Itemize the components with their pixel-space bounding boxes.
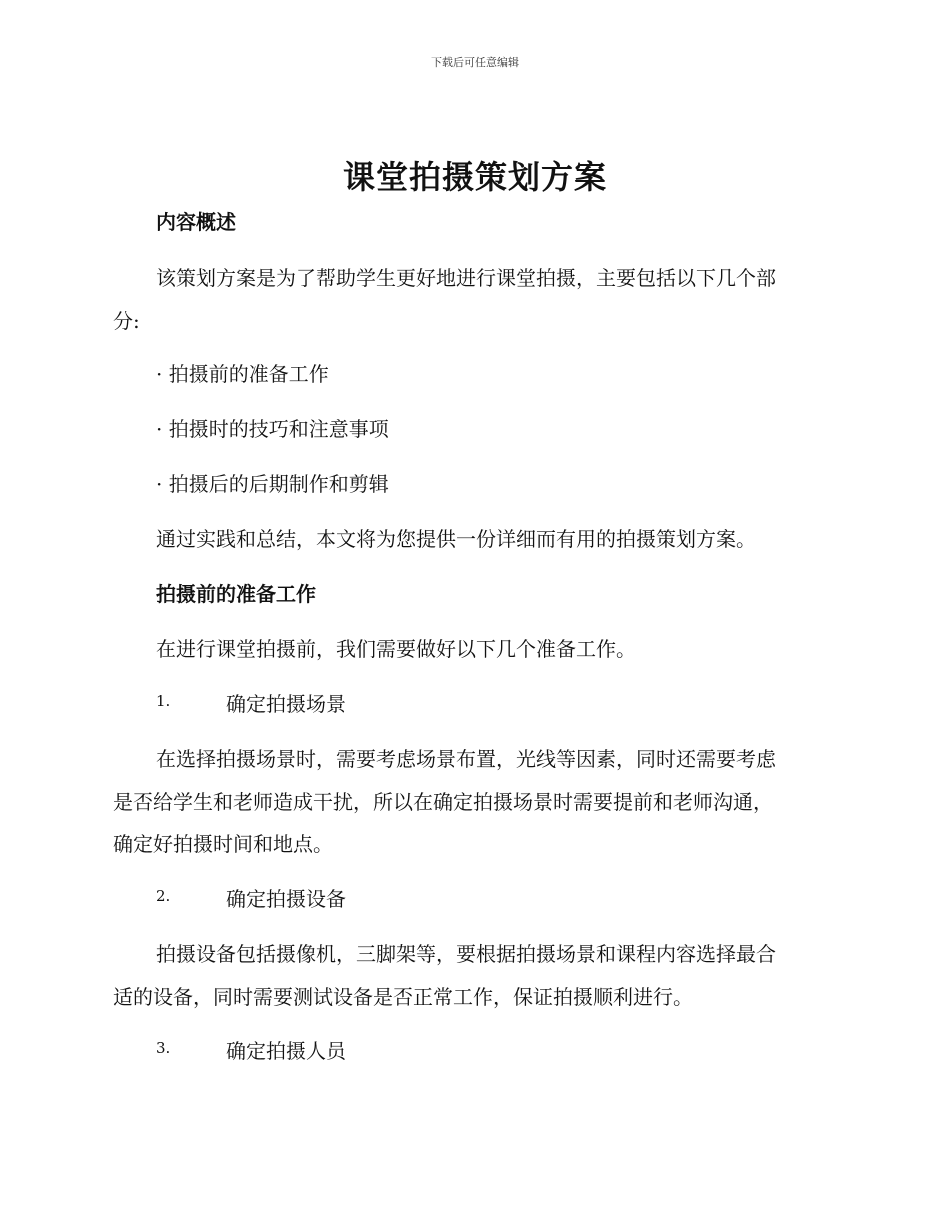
bullet-item: · 拍摄前的准备工作 [156,362,329,386]
paragraph-line: 在进行课堂拍摄前，我们需要做好以下几个准备工作。 [156,637,636,661]
paragraph-line: 该策划方案是为了帮助学生更好地进行课堂拍摄，主要包括以下几个部 [156,266,776,290]
paragraph-line: 拍摄设备包括摄像机，三脚架等，要根据拍摄场景和课程内容选择最合 [156,942,776,966]
list-number: 1. [156,692,171,710]
paragraph-line: 在选择拍摄场景时，需要考虑场景布置，光线等因素，同时还需要考虑 [156,747,776,771]
bullet-item: · 拍摄后的后期制作和剪辑 [156,472,389,496]
paragraph-line: 适的设备，同时需要测试设备是否正常工作，保证拍摄顺利进行。 [113,985,693,1009]
list-item-title: 确定拍摄场景 [226,692,346,716]
document-title: 课堂拍摄策划方案 [342,158,607,196]
bullet-item: · 拍摄时的技巧和注意事项 [156,417,389,441]
list-number: 3. [156,1039,171,1057]
paragraph-line: 确定好拍摄时间和地点。 [113,832,333,856]
paragraph-line: 是否给学生和老师造成干扰，所以在确定拍摄场景时需要提前和老师沟通， [113,790,773,814]
page-header-note: 下载后可任意编辑 [431,56,519,69]
list-item-title: 确定拍摄人员 [226,1039,346,1063]
paragraph-line: 分: [113,309,140,333]
list-number: 2. [156,887,171,905]
section-heading-overview: 内容概述 [156,210,236,234]
paragraph-line: 通过实践和总结，本文将为您提供一份详细而有用的拍摄策划方案。 [156,527,756,551]
section-heading-preparation: 拍摄前的准备工作 [156,582,316,606]
list-item-title: 确定拍摄设备 [226,887,346,911]
